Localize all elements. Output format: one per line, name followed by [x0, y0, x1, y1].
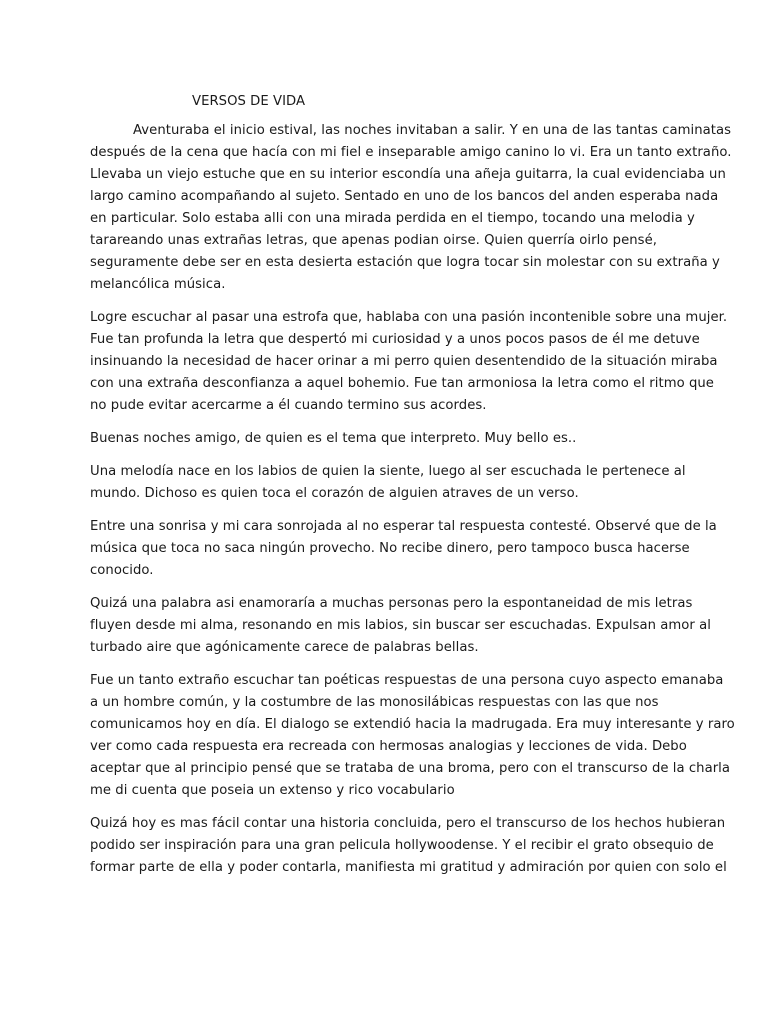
paragraph-line: Aventuraba el inicio estival, las noches invitaban a salir. Y en una de las tantas caminatas: [133, 123, 732, 138]
paragraph-6: [90, 593, 711, 659]
paragraph-line: con una extraña desconfianza a aquel bohemio. Fue tan armoniosa la letra como el ritmo que: [90, 376, 714, 391]
paragraph-line: no pude evitar acercarme a él cuando termino sus acordes.: [90, 398, 487, 413]
paragraph-line: Quizá una palabra asi enamoraría a muchas personas pero la espontaneidad de mis letras: [90, 596, 693, 611]
paragraph-line: Quizá hoy es mas fácil contar una historia concluida, pero el transcurso de los hechos hubieran: [90, 816, 726, 831]
paragraph-7: [90, 670, 735, 802]
paragraph-1: [90, 120, 732, 296]
document-body: [90, 92, 735, 890]
document-title: VERSOS DE VIDA: [192, 94, 306, 109]
paragraph-line: insinuando la necesidad de hacer orinar a mi perro quien desentendido de la situación miraba: [90, 354, 718, 369]
paragraph-4: [90, 461, 690, 505]
paragraph-line: aceptar que al principio pensé que se trataba de una broma, pero con el transcurso de la charla: [90, 761, 731, 776]
paragraph-3: [90, 428, 690, 450]
paragraph-line: formar parte de ella y poder contarla, manifiesta mi gratitud y admiración por quien con solo el: [90, 860, 727, 875]
paragraph-line: seguramente debe ser en esta desierta estación que logra tocar sin molestar con su extraña y: [90, 255, 720, 270]
paragraph-line: podido ser inspiración para una gran pelicula hollywoodense. Y el recibir el grato obsequio de: [90, 838, 714, 853]
paragraph-line: Buenas noches amigo, de quien es el tema que interpreto. Muy bello es..: [90, 431, 577, 446]
paragraph-8: [90, 813, 727, 879]
paragraph-line: comunicamos hoy en día. El dialogo se extendió hacia la madrugada. Era muy interesante y raro: [90, 717, 735, 732]
paragraph-line: conocido.: [90, 563, 154, 578]
paragraph-line: en particular. Solo estaba alli con una mirada perdida en el tiempo, tocando una melodia y: [90, 211, 695, 226]
paragraph-line: Una melodía nace en los labios de quien la siente, luego al ser escuchada le pertenece al: [90, 464, 686, 479]
paragraph-line: mundo. Dichoso es quien toca el corazón de alguien atraves de un verso.: [90, 486, 579, 501]
paragraph-line: Fue tan profunda la letra que despertó mi curiosidad y a unos pocos pasos de él me detuve: [90, 332, 700, 347]
paragraph-line: fluyen desde mi alma, resonando en mis labios, sin buscar ser escuchadas. Expulsan amor al: [90, 618, 711, 633]
paragraph-line: Fue un tanto extraño escuchar tan poéticas respuestas de una persona cuyo aspecto emanaba: [90, 673, 724, 688]
paragraph-5: [90, 516, 717, 582]
paragraph-line: a un hombre común, y la costumbre de las monosilábicas respuestas con las que nos: [90, 695, 659, 710]
paragraph-line: turbado aire que agónicamente carece de palabras bellas.: [90, 640, 479, 655]
paragraph-line: ver como cada respuesta era recreada con hermosas analogias y lecciones de vida. Debo: [90, 739, 687, 754]
paragraph-line: melancólica música.: [90, 277, 226, 292]
paragraph-line: largo camino acompañando al sujeto. Sentado en uno de los bancos del anden esperaba nada: [90, 189, 719, 204]
paragraph-line: música que toca no saca ningún provecho. No recibe dinero, pero tampoco busca hacerse: [90, 541, 690, 556]
paragraph-line: Llevaba un viejo estuche que en su interior escondía una añeja guitarra, la cual evidenciaba un: [90, 167, 726, 182]
paragraph-2: [90, 307, 728, 417]
paragraph-line: Logre escuchar al pasar una estrofa que, hablaba con una pasión incontenible sobre una mujer.: [90, 310, 728, 325]
paragraph-line: después de la cena que hacía con mi fiel e inseparable amigo canino lo vi. Era un tanto extraño.: [90, 145, 732, 160]
paragraph-line: tarareando unas extrañas letras, que apenas podian oirse. Quien querría oirlo pensé,: [90, 233, 657, 248]
paragraph-line: Entre una sonrisa y mi cara sonrojada al no esperar tal respuesta contesté. Observé que de la: [90, 519, 717, 534]
paragraph-line: me di cuenta que poseia un extenso y rico vocabulario: [90, 783, 455, 798]
